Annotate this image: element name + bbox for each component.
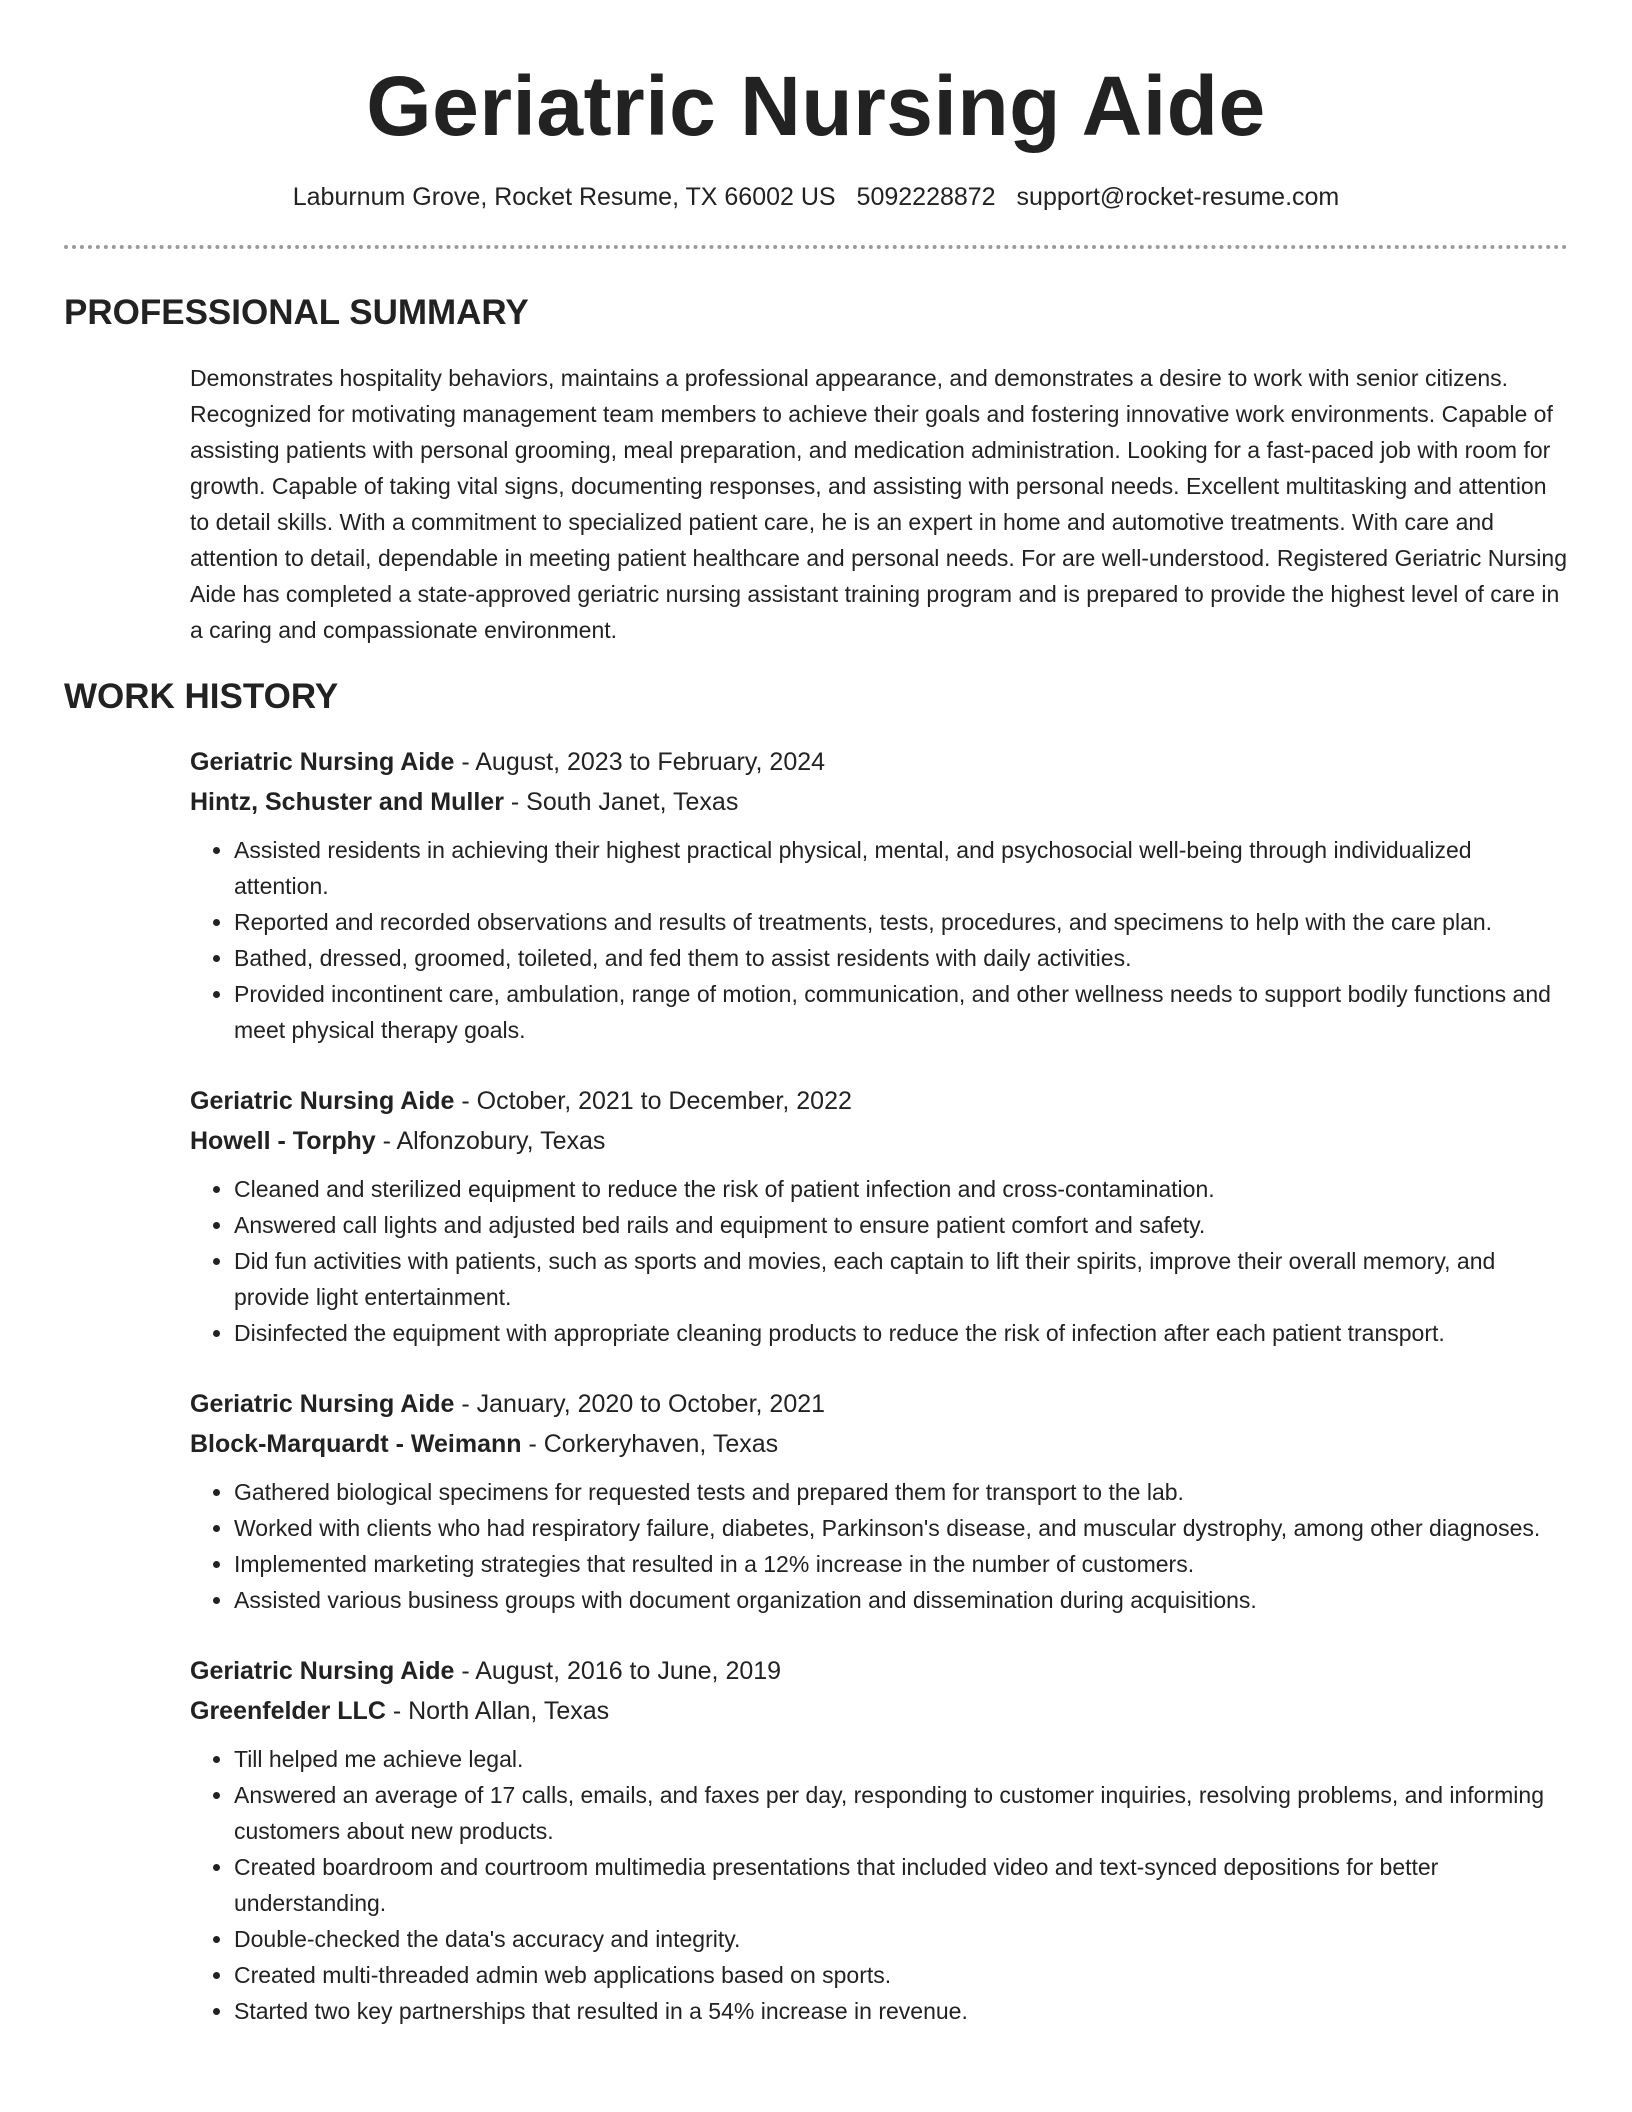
summary-body — [190, 360, 1568, 648]
job-bullet: • Started two key partnerships that resulted in a 54% increase in revenue. — [234, 1993, 1568, 2029]
job-bullets — [190, 832, 1568, 1048]
job-entry — [190, 1651, 1568, 2029]
job-entry — [190, 1081, 1568, 1351]
job-bullet: • Answered an average of 17 calls, emails, and faxes per day, responding to customer inquiries, resolving problems, and informing customers about new products. — [234, 1777, 1568, 1849]
summary-text: Demonstrates hospitality behaviors, maintains a professional appearance, and demonstrates a desire to work with senior citizens. Recognized for motivating management team members to achieve their goals and fostering innovative work environments. Capable of assisting patients with personal grooming, meal preparation, and medication administration. Looking for a fast-paced job with room for growth. Capable of taking vital signs, documenting responses, and assisting with personal needs. Excellent multitasking and attention to detail skills. With a commitment to specialized patient care, he is an expert in home and automotive treatments. With care and attention to detail, dependable in meeting patient healthcare and personal needs. For are well-understood. Registered Geriatric Nursing Aide has completed a state-approved geriatric nursing assistant training program and is prepared to provide the highest level of care in a caring and compassionate environment. — [190, 365, 1568, 643]
job-bullets — [190, 1474, 1568, 1618]
job-location: - North Allan, Texas — [385, 1697, 610, 1725]
job-bullet: • Provided incontinent care, ambulation, range of motion, communication, and other wellness needs to support bodily functions and meet physical therapy goals. — [234, 976, 1568, 1048]
contact-email: support@rocket-resume.com — [1016, 183, 1340, 211]
job-entry — [190, 1384, 1568, 1618]
job-company-line — [190, 1121, 1568, 1161]
job-bullet: • Created boardroom and courtroom multimedia presentations that included video and text-synced depositions for better understanding. — [234, 1849, 1568, 1921]
contact-phone: 5092228872 — [856, 183, 996, 211]
job-role: Geriatric Nursing Aide — [190, 1390, 455, 1418]
job-title-line — [190, 1384, 1568, 1424]
job-dates: - August, 2016 to June, 2019 — [454, 1657, 782, 1685]
job-bullet: • Created multi-threaded admin web applications based on sports. — [234, 1957, 1568, 1993]
job-bullet: • Assisted various business groups with document organization and dissemination during acquisitions. — [234, 1582, 1568, 1618]
work-history-body — [190, 742, 1568, 2029]
job-bullet: • Reported and recorded observations and results of treatments, tests, procedures, and specimens to help with the care plan. — [234, 904, 1568, 940]
job-company: Hintz, Schuster and Muller — [190, 788, 504, 816]
job-bullet: • Cleaned and sterilized equipment to reduce the risk of patient infection and cross-contamination. — [234, 1171, 1568, 1207]
job-company-line — [190, 1691, 1568, 1731]
job-location: - Corkeryhaven, Texas — [521, 1430, 779, 1458]
job-bullet: • Double-checked the data's accuracy and integrity. — [234, 1921, 1568, 1957]
job-company: Howell - Torphy — [190, 1127, 376, 1155]
professional-summary-section — [64, 292, 1568, 648]
job-entry — [190, 742, 1568, 1048]
job-company: Greenfelder LLC — [190, 1697, 386, 1725]
job-bullets — [190, 1741, 1568, 2029]
work-history-section — [64, 676, 1568, 2029]
job-dates: - January, 2020 to October, 2021 — [454, 1390, 826, 1418]
job-bullet: • Gathered biological specimens for requested tests and prepared them for transport to the lab. — [234, 1474, 1568, 1510]
contact-address: Laburnum Grove, Rocket Resume, TX 66002 US — [292, 183, 836, 211]
job-bullet: • Did fun activities with patients, such as sports and movies, each captain to lift their spirits, improve their overall memory, and provide light entertainment. — [234, 1243, 1568, 1315]
job-company-line — [190, 782, 1568, 822]
job-location: - Alfonzobury, Texas — [375, 1127, 606, 1155]
job-dates: - August, 2023 to February, 2024 — [454, 748, 826, 776]
job-bullet: • Answered call lights and adjusted bed rails and equipment to ensure patient comfort and safety. — [234, 1207, 1568, 1243]
job-bullet: • Bathed, dressed, groomed, toileted, and fed them to assist residents with daily activities. — [234, 940, 1568, 976]
job-role: Geriatric Nursing Aide — [190, 1087, 455, 1115]
section-title-work: WORK HISTORY — [64, 677, 339, 716]
job-title-line — [190, 742, 1568, 782]
job-location: - South Janet, Texas — [503, 788, 739, 816]
job-title-line — [190, 1651, 1568, 1691]
job-role: Geriatric Nursing Aide — [190, 748, 455, 776]
section-title-summary: PROFESSIONAL SUMMARY — [64, 293, 529, 332]
job-bullets — [190, 1171, 1568, 1351]
job-bullet: • Till helped me achieve legal. — [234, 1741, 1568, 1777]
job-bullet: • Disinfected the equipment with appropriate cleaning products to reduce the risk of infection after each patient transport. — [234, 1315, 1568, 1351]
job-role: Geriatric Nursing Aide — [190, 1657, 455, 1685]
job-company-line — [190, 1424, 1568, 1464]
job-company: Block-Marquardt - Weimann — [190, 1430, 522, 1458]
job-bullet: • Implemented marketing strategies that resulted in a 12% increase in the number of customers. — [234, 1546, 1568, 1582]
job-title-line — [190, 1081, 1568, 1121]
job-dates: - October, 2021 to December, 2022 — [454, 1087, 852, 1115]
header-divider — [64, 245, 1568, 249]
candidate-name: Geriatric Nursing Aide — [366, 59, 1266, 153]
job-bullet: • Worked with clients who had respiratory failure, diabetes, Parkinson's disease, and muscular dystrophy, among other diagnoses. — [234, 1510, 1568, 1546]
job-bullet: • Assisted residents in achieving their highest practical physical, mental, and psychosocial well-being through individualized attention. — [234, 832, 1568, 904]
contact-line — [64, 182, 1568, 212]
